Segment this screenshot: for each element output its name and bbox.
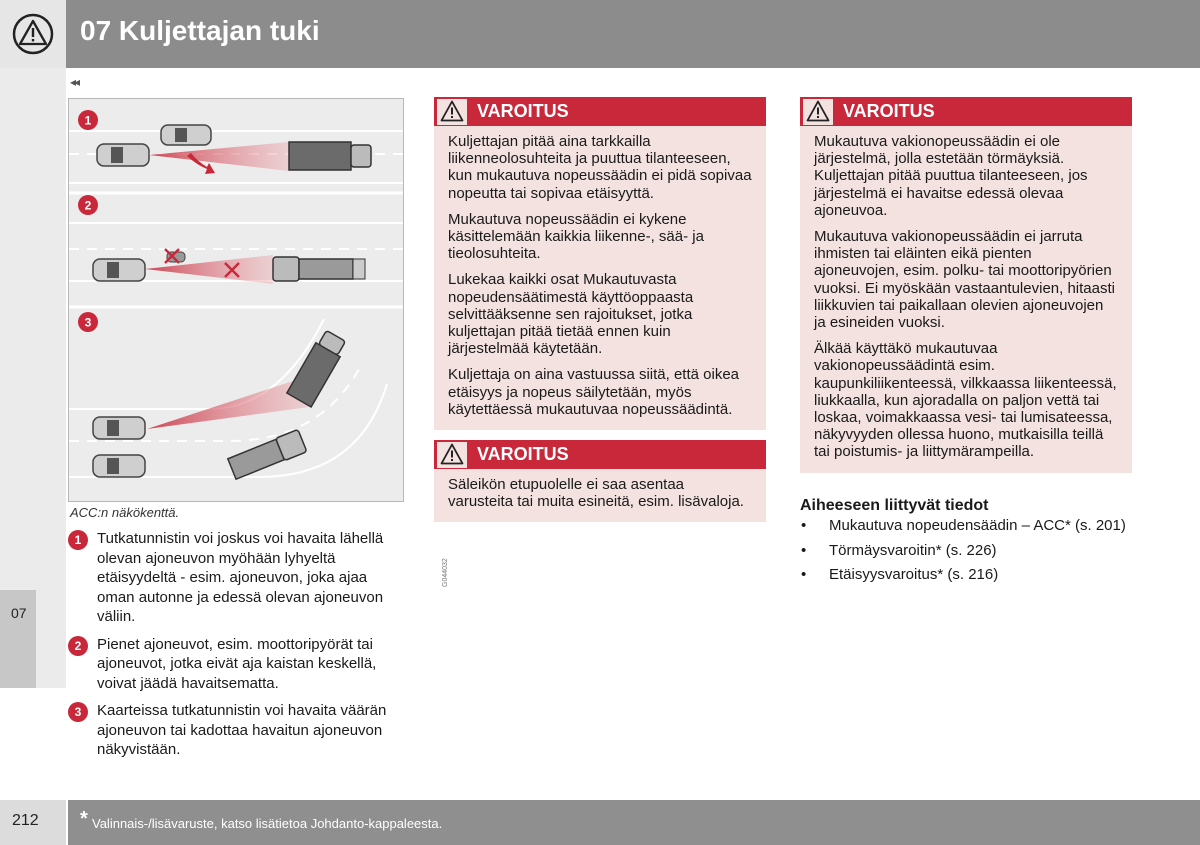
related-link-text[interactable]: Mukautuva nopeudensäädin – ACC* (s. 201)	[829, 517, 1126, 534]
warning-paragraph: Lukekaa kaikki osat Mukautuvasta nopeudensäätimestä käyttöoppaasta selvittääksenne sen rajoitukset, jotka kuljettajan pitää tietää ennen kuin järjestelmää käytetään.	[448, 271, 694, 358]
list-item-text: Pienet ajoneuvot, esim. moottoripyörät tai ajoneuvot, jotka eivät aja kaistan keskellä, voivat jäädä havaitsematta.	[97, 635, 377, 692]
page-title: 07 Kuljettajan tuki	[80, 15, 320, 46]
bullet-icon: •	[801, 541, 807, 559]
warning-triangle-icon	[440, 443, 464, 465]
warning-paragraph: Älkää käyttäkö mukautuvaa vakionopeussäädintä esim. kaupunkiliikenteessä, vilkkaassa liikenteessä, liukkaalla, kun ajoradalla on paljon vettä tai loskaa, voimakkaassa vesi- tai lumisateessa, näkyvyyden ollessa huono, mutkaisilla teillä tai poistumis- ja liittymärampeilla.	[814, 340, 1117, 461]
bullet-icon: •	[801, 566, 807, 583]
warning-label: VAROITUS	[843, 101, 935, 121]
panel-badge-1-label: 1	[84, 113, 92, 128]
footer-note: Valinnais-/lisävaruste, katso lisätietoa Johdanto-kappaleesta.	[92, 816, 443, 831]
truck-ahead	[289, 142, 351, 170]
related-info	[800, 497, 1130, 590]
warning-paragraph: Kuljettaja on aina vastuussa siitä, että oikea etäisyys ja nopeus säilytetään, myös käytettäessä mukautuvaa nopeussäädintä.	[448, 366, 740, 418]
warning-triangle-icon	[12, 13, 54, 55]
warning-box-3	[800, 97, 1132, 473]
related-title: Aiheeseen liittyvät tiedot	[800, 497, 989, 514]
header-icon-box	[0, 0, 66, 68]
related-link[interactable]	[800, 565, 1130, 585]
list-item-text: Tutkatunnistin voi joskus voi havaita lähellä olevan ajoneuvon myöhään lyhyeltä etäisyydeltä - esim. ajoneuvon, joka ajaa oman autonne ja edessä olevan ajoneuvon väliin.	[97, 530, 384, 625]
number-badge: 2	[68, 636, 88, 656]
panel-badge-2-label: 2	[84, 198, 92, 213]
warning-header	[800, 97, 1132, 126]
warning-paragraph: Mukautuva vakionopeussäädin ei jarruta ihmisten tai eläinten eikä pienten ajoneuvojen, esim. polku- tai moottoripyörien vuoksi. Ei myöskään vastaantulevien, hitaasti liikkuvien tai paikallaan olevien ajoneuvojen ja esineiden vuoksi.	[814, 228, 1115, 332]
panel-1	[69, 110, 403, 183]
warning-box-1	[434, 97, 766, 430]
radar-beam	[149, 142, 289, 171]
warning-header	[434, 97, 766, 126]
back-nav-icon[interactable]: ◂◂	[70, 75, 79, 89]
footer-star: *	[80, 808, 88, 830]
list-item	[68, 529, 408, 627]
chapter-tab-label: 07	[11, 605, 27, 621]
warning-body	[434, 126, 766, 430]
number-badge: 1	[68, 530, 88, 550]
warning-paragraph: Kuljettajan pitää aina tarkkailla liikenneolosuhteita ja puuttua tilanteeseen, kun mukautuva nopeussäädin ei pidä sopivaa nopeutta tai sopivaa etäisyyttä.	[448, 133, 752, 202]
warning-paragraph: Mukautuva nopeussäädin ei kykene käsittelemään kaikkia liikenne-, sää- ja tieolosuhteita.	[448, 210, 704, 263]
warning-label: VAROITUS	[477, 444, 569, 464]
warning-body	[800, 126, 1132, 473]
warning-paragraph: Säleikön etupuolelle ei saa asentaa varusteita tai muita esineitä, esim. lisävaloja.	[448, 476, 744, 511]
warning-body	[434, 469, 766, 522]
panel-2	[69, 195, 403, 284]
warning-header	[434, 440, 766, 469]
page-header	[0, 0, 1200, 68]
panel-badge-3-label: 3	[84, 315, 92, 330]
page-number: 212	[12, 812, 39, 829]
panel-3	[69, 312, 387, 480]
related-link-text[interactable]: Törmäysvaroitin* (s. 226)	[829, 541, 997, 559]
acc-diagram	[69, 99, 403, 501]
warning-triangle-icon	[806, 100, 830, 122]
list-item	[68, 701, 408, 760]
bullet-icon: •	[801, 517, 807, 534]
list-item-text: Kaarteissa tutkatunnistin voi havaita väärän ajoneuvon tai kadottaa havaitun ajoneuvon näkyvistään.	[97, 702, 387, 758]
warning-triangle-icon	[440, 100, 464, 122]
warning-label: VAROITUS	[477, 101, 569, 121]
radar-beam-3	[147, 379, 309, 429]
figure-id: G044032	[442, 558, 449, 587]
list-item	[68, 635, 408, 694]
warning-paragraph: Mukautuva vakionopeussäädin ei ole järjestelmä, jolla estetään törmäyksiä. Kuljettajan pitää puuttua tilanteeseen, jos järjestelmä ei havaitse edessä olevaa ajoneuvoa.	[814, 133, 1088, 219]
related-link[interactable]	[800, 541, 1130, 561]
page-footer	[0, 800, 1200, 845]
figure-caption: ACC:n näkökenttä.	[70, 505, 180, 520]
numbered-list	[68, 529, 408, 768]
radar-beam-2	[145, 255, 273, 284]
warning-box-2	[434, 440, 766, 522]
related-link-text[interactable]: Etäisyysvaroitus* (s. 216)	[829, 566, 999, 583]
number-badge: 3	[68, 702, 88, 722]
related-link[interactable]	[800, 516, 1130, 536]
